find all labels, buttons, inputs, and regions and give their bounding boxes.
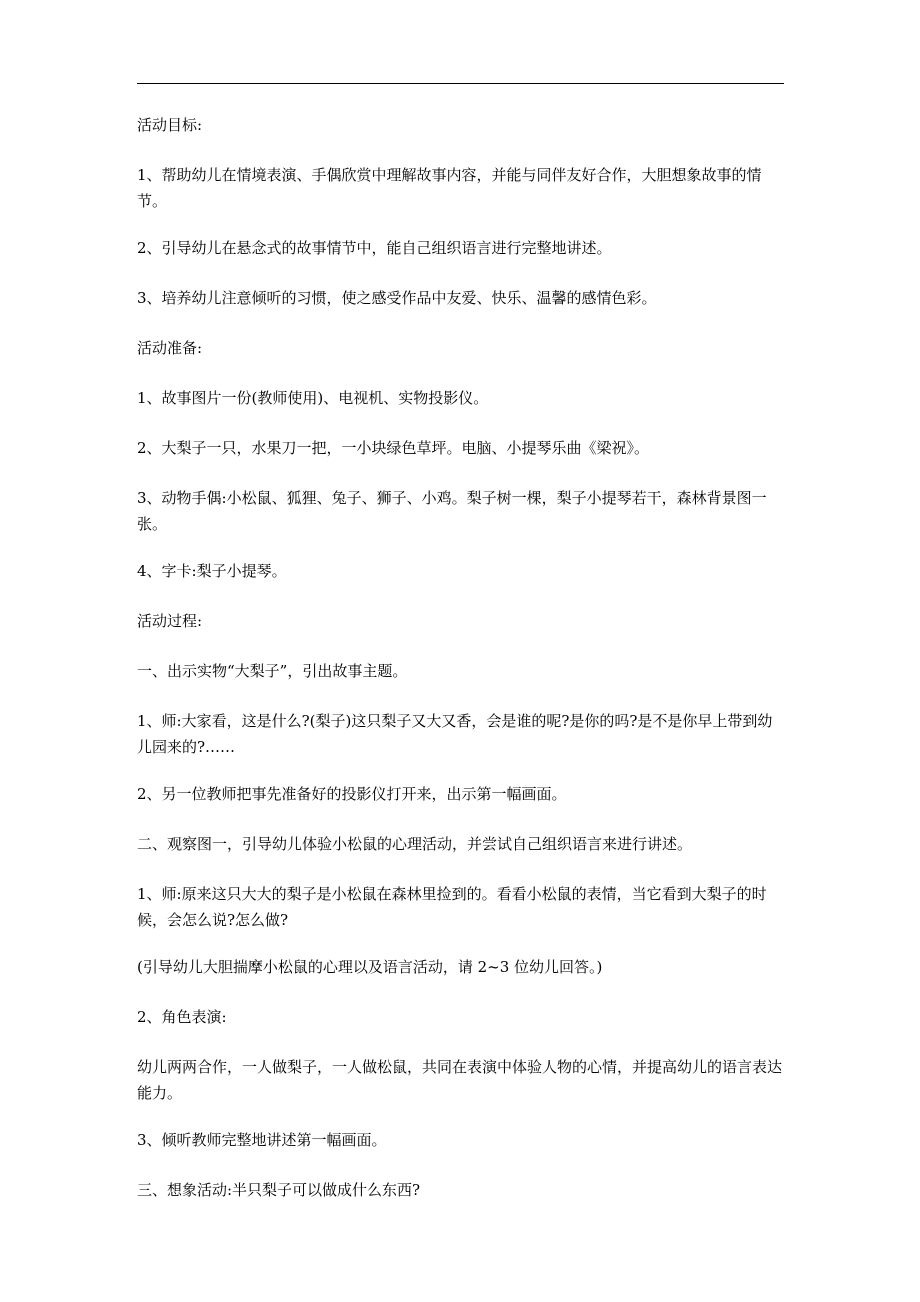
paragraph-prep-2: 2、大梨子一只，水果刀一把，一小块绿色草坪。电脑、小提琴乐曲《梁祝》。: [137, 439, 650, 457]
paragraph-step-2-3: 3、倾听教师完整地讲述第一幅画面。: [137, 1131, 387, 1149]
paragraph-step-2-2-body: 幼儿两两合作，一人做梨子，一人做松鼠，共同在表演中体验人物的心情，并提高幼儿的语言表达能力。: [137, 1058, 783, 1102]
section-heading-preparation: 活动准备:: [137, 339, 203, 357]
paragraph-goal-1: 1、帮助幼儿在情境表演、手偶欣赏中理解故事内容，并能与同伴友好合作，大胆想象故事的情节。: [137, 166, 762, 210]
section-heading-process: 活动过程:: [137, 612, 203, 630]
paragraph-step-1: 一、出示实物“大梨子”，引出故事主题。: [137, 662, 408, 680]
paragraph-goal-2: 2、引导幼儿在悬念式的故事情节中，能自己组织语言进行完整地讲述。: [137, 239, 612, 257]
paragraph-step-1-1: 1、师:大家看，这是什么?(梨子)这只梨子又大又香，会是谁的呢?是你的吗?是不是你早上带到幼儿园来的?……: [137, 712, 773, 756]
paragraph-goal-3: 3、培养幼儿注意倾听的习惯，使之感受作品中友爱、快乐、温馨的感情色彩。: [137, 289, 657, 307]
paragraph-step-2: 二、观察图一，引导幼儿体验小松鼠的心理活动，并尝试自己组织语言来进行讲述。: [137, 835, 693, 853]
header-rule: [137, 83, 784, 84]
paragraph-step-3: 三、想象活动:半只梨子可以做成什么东西?: [137, 1181, 421, 1199]
paragraph-prep-1: 1、故事图片一份(教师使用)、电视机、实物投影仪。: [137, 389, 489, 407]
paragraph-step-1-2: 2、另一位教师把事先准备好的投影仪打开来，出示第一幅画面。: [137, 785, 567, 803]
paragraph-step-2-1: 1、师:原来这只大大的梨子是小松鼠在森林里捡到的。看看小松鼠的表情，当它看到大梨子的时候，会怎么说?怎么做?: [137, 885, 767, 929]
document-body: [137, 112, 787, 1227]
paragraph-step-2-2: 2、角色表演:: [137, 1008, 227, 1026]
paragraph-prep-3: 3、动物手偶:小松鼠、狐狸、兔子、狮子、小鸡。梨子树一棵，梨子小提琴若干，森林背景图一张。: [137, 489, 767, 533]
section-heading-goals: 活动目标:: [137, 116, 203, 134]
paragraph-prep-4: 4、字卡:梨子小提琴。: [137, 562, 287, 580]
paragraph-step-2-note: (引导幼儿大胆揣摩小松鼠的心理以及语言活动，请 2~3 位幼儿回答。): [137, 958, 603, 976]
